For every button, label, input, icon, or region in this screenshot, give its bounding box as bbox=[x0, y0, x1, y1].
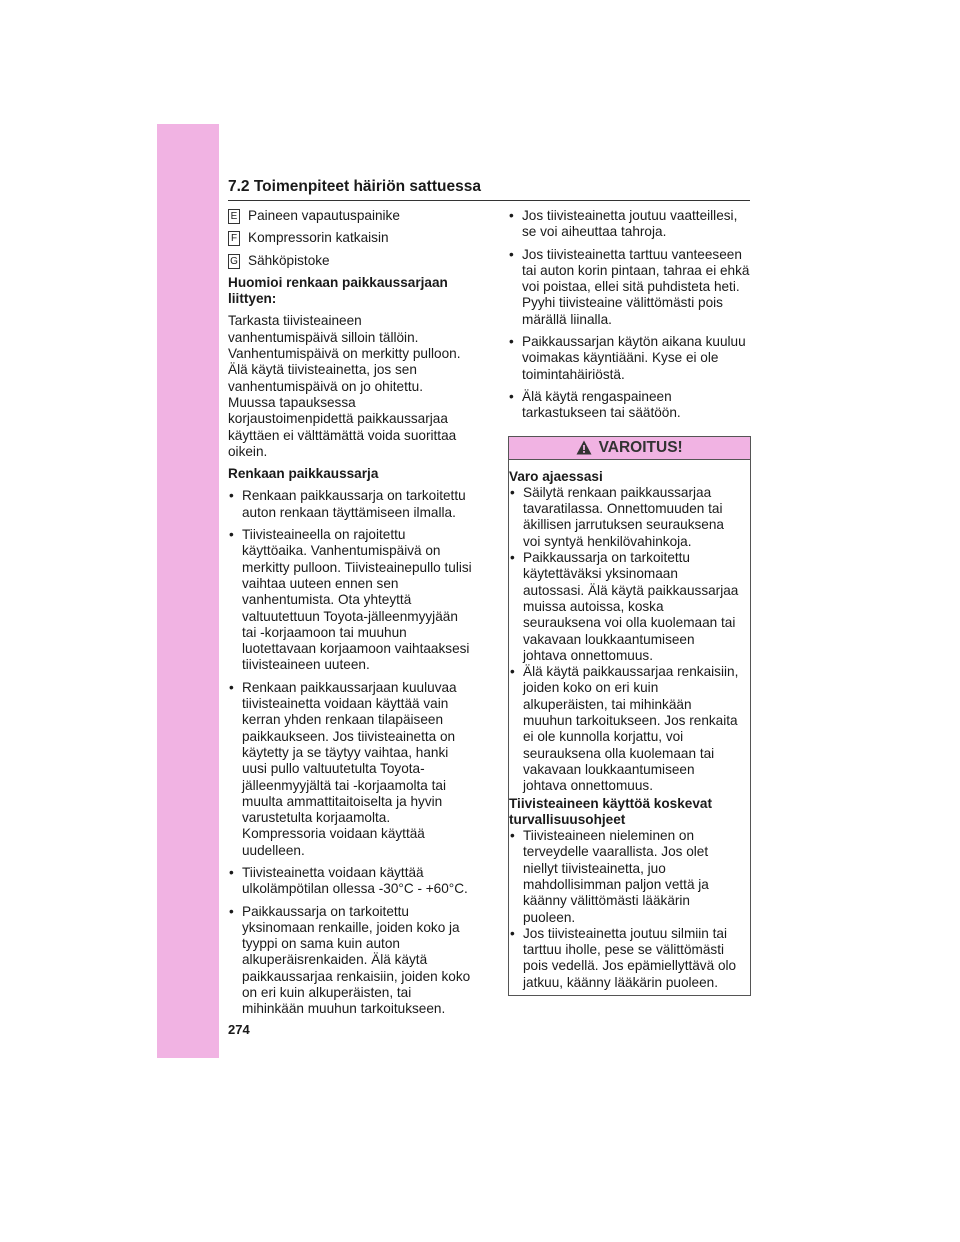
warning-bullet-list bbox=[509, 485, 742, 795]
list-item: • Paikkaussarja on tarkoitettu käytettäväksi yksinomaan autossasi. Älä käytä paikkaussarjaa muissa autoissa, koska seurauksena voi olla kuolemaan tai vakavaan loukkaantumiseen johtava onnettomuus. bbox=[509, 550, 742, 664]
label-text: Sähköpistoke bbox=[248, 252, 330, 268]
list-item: • Älä käytä paikkaussarjaa renkaisiin, joiden koko on eri kuin alkuperäisten, tai mihinkään muuhun tarkoitukseen. Jos renkaita ei ole kunnolla korjattu, voi seurauksena olla kuolemaan tai vakavaan loukkaantumiseen johtava onnettomuus. bbox=[509, 664, 742, 794]
section-header: 7.2 Toimenpiteet häiriön sattuessa bbox=[228, 178, 750, 201]
label-text: Kompressorin katkaisin bbox=[248, 230, 389, 246]
label-row bbox=[228, 230, 473, 246]
kit-heading: Renkaan paikkaussarja bbox=[228, 466, 379, 482]
warning-subheading: Varo ajaessasi bbox=[509, 468, 603, 484]
list-item: • Paikkaussarjan käytön aikana kuuluu voimakas käyntiääni. Kyse ei ole toimintahäiriöstä. bbox=[508, 334, 751, 383]
label-letter-box: F bbox=[228, 231, 240, 246]
warning-body bbox=[509, 460, 750, 996]
warning-box bbox=[508, 436, 751, 997]
warning-title: VAROITUS! bbox=[598, 438, 683, 456]
list-item: • Renkaan paikkaussarjaan kuuluvaa tiivisteainetta voidaan käyttää vain kerran yhden renkaan tilapäiseen paikkaukseen. Jos tiivisteainetta on käytetty ja se täytyy vaihtaa, hanki uusi pullo valtuutetulta Toyota-jälleenmyyjältä tai -korjaamolta tai muulta ammattitaitoiselta ja hyvin varustetulta korjaamolta. Kompressoria voidaan käyttää uudelleen. bbox=[228, 680, 473, 859]
list-item: • Tiivisteaineen nieleminen on terveydelle vaarallista. Jos olet niellyt tiivisteainetta, juo mahdollisimman paljon vettä ja käänny välittömästi lääkärin puoleen. bbox=[509, 828, 742, 926]
warning-triangle-icon bbox=[576, 440, 592, 455]
right-bullet-list bbox=[508, 208, 751, 422]
label-letter-box: G bbox=[228, 254, 240, 269]
list-item: • Älä käytä rengaspaineen tarkastukseen tai säätöön. bbox=[508, 389, 751, 422]
list-item: • Säilytä renkaan paikkaussarjaa tavaratilassa. Onnettomuuden tai äkillisen jarrutuksen seurauksena voi syntyä henkilövahinkoja. bbox=[509, 485, 742, 550]
kit-bullet-list bbox=[228, 488, 473, 1017]
left-column bbox=[228, 208, 473, 1024]
label-letter-box: E bbox=[228, 209, 240, 224]
list-item: • Tiivisteainetta voidaan käyttää ulkolämpötilan ollessa -30°C - +60°C. bbox=[228, 865, 473, 898]
list-item: • Jos tiivisteainetta tarttuu vanteeseen tai auton korin pintaan, tahraa ei ehkä voi poistaa, ellei sitä puhdisteta heti. Pyyhi tiivisteaine välittömästi pois märällä liinalla. bbox=[508, 247, 751, 328]
list-item: • Jos tiivisteainetta joutuu silmiin tai tarttuu iholle, pese se välittömästi pois vedellä. Jos epämiellyttävä olo jatkuu, käänny lääkärin puoleen. bbox=[509, 926, 742, 991]
notice-text: Tarkasta tiivisteaineen vanhentumispäivä silloin tällöin. Vanhentumispäivä on merkitty pulloon. Älä käytä tiivisteainetta, jos sen vanhentumispäivä on jo ohitettu. Muussa tapauksessa korjaustoimenpidettä paikkaussarjaa käyttäen ei välttämättä voida suorittaa oikein. bbox=[228, 313, 461, 459]
list-item: • Paikkaussarja on tarkoitettu yksinomaan renkaille, joiden koko ja tyyppi on sama kuin auton alkuperäisrenkaiden. Älä käytä paikkaussarjaa renkaisiin, joiden koko on eri kuin alkuperäisten, tai mihinkään muuhun tarkoitukseen. bbox=[228, 904, 473, 1018]
list-item: • Tiivisteaineella on rajoitettu käyttöaika. Vanhentumispäivä on merkitty pulloon. Tiivisteainepullo tulisi vaihtaa uuteen ennen sen vanhentumista. Ota yhteyttä valtuutettuun Toyota-jälleenmyyjään tai -korjaamoon tai muuhun luotettavaan korjaamoon vaihtaaksesi tiivisteaineen uuteen. bbox=[228, 527, 473, 674]
page-number: 274 bbox=[228, 1022, 250, 1037]
warning-bullet-list bbox=[509, 828, 742, 991]
side-color-band bbox=[157, 124, 219, 1058]
list-item: • Jos tiivisteainetta joutuu vaatteillesi, se voi aiheuttaa tahroja. bbox=[508, 208, 751, 241]
label-row bbox=[228, 208, 473, 224]
list-item: • Renkaan paikkaussarja on tarkoitettu auton renkaan täyttämiseen ilmalla. bbox=[228, 488, 473, 521]
notice-heading: Huomioi renkaan paikkaussarjaan liittyen: bbox=[228, 274, 448, 307]
label-text: Paineen vapautuspainike bbox=[248, 208, 400, 223]
label-row bbox=[228, 253, 473, 269]
warning-subheading: Tiivisteaineen käyttöä koskevat turvallisuusohjeet bbox=[509, 795, 713, 827]
right-column bbox=[508, 208, 751, 996]
warning-title-bar bbox=[509, 437, 750, 460]
